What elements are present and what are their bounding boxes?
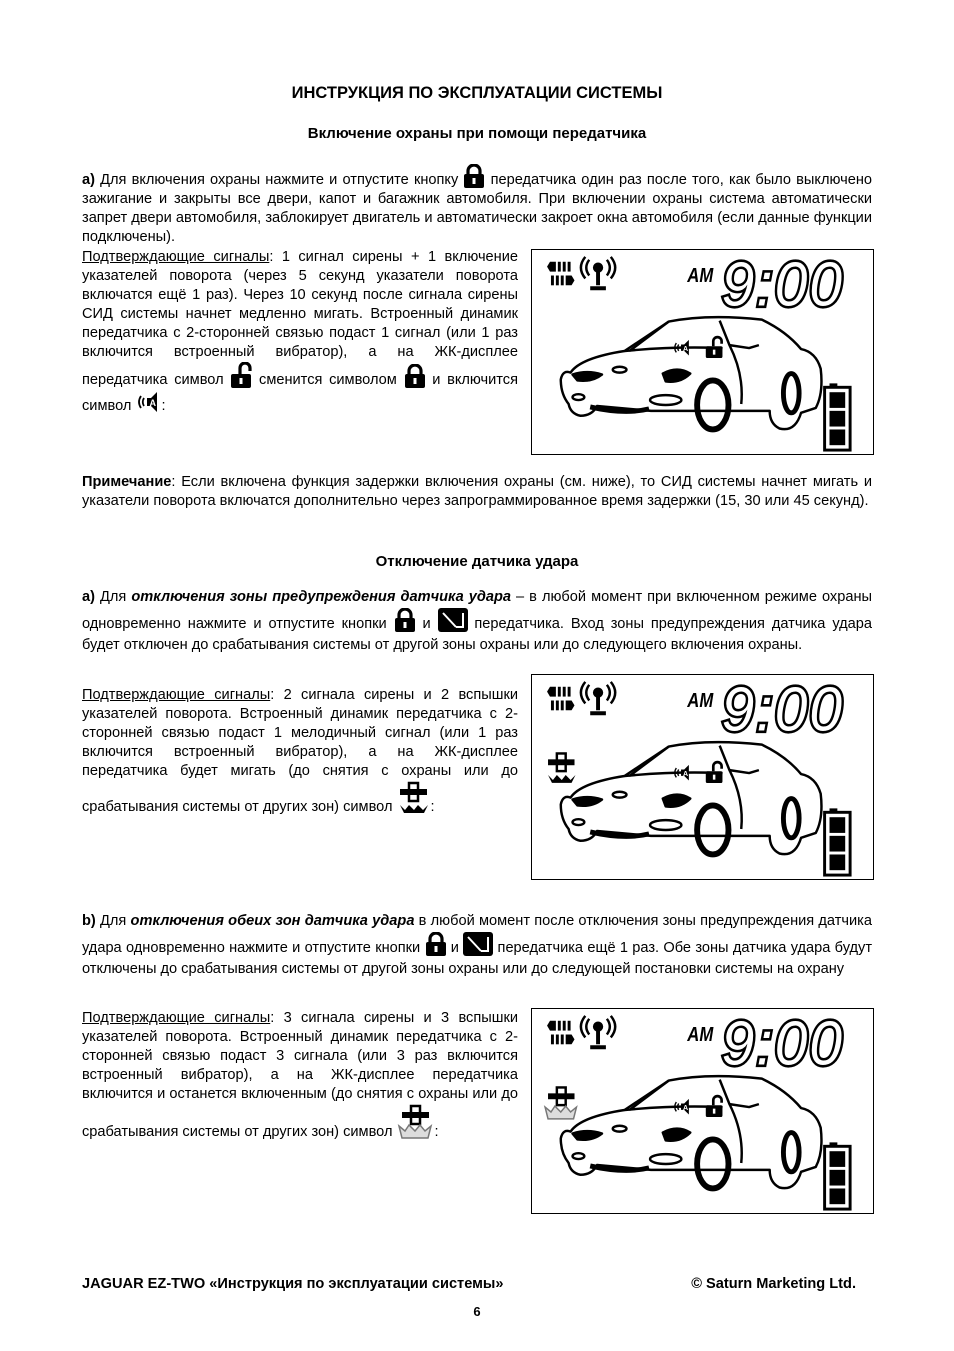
siren-speaker-icon: [135, 390, 161, 414]
lcd-lock-icon: [706, 1096, 723, 1117]
signals-label: Подтверждающие сигналы: [82, 687, 271, 703]
text: :: [430, 799, 435, 815]
lcd-shock-off-icon: [545, 1087, 576, 1118]
lcd-time: 9:00: [721, 1009, 844, 1078]
text: :: [161, 398, 166, 414]
lcd-lock-icon: [706, 762, 723, 783]
lcd-display-shock-warning-off: [531, 674, 874, 880]
antenna-icon: [581, 257, 615, 288]
car-icon: [561, 317, 822, 429]
text: : 3 сигнала сирены и 3 вспышки указателей поворота. Встроенный динамик передатчика с 2-сторонней связью подаст 3 сигнала (или 3 раз включится встроенный вибратор), а на ЖК-дисплее передатчика включится и останется включенным (до снятия с охраны или до срабатывания системы от других зон) символ: [82, 1010, 518, 1140]
text: сменится символом: [252, 372, 404, 388]
svg-text:A: A: [682, 1104, 689, 1112]
text: передатчика ещё 1 раз. Обе зоны датчика удара будут отключены до срабатывания системы от другой зоны охраны или до следующей постановки системы на охрану: [82, 940, 873, 977]
signals-label: Подтверждающие сигналы: [82, 249, 270, 265]
section-heading-shock-sensor: Отключение датчика удара: [375, 553, 579, 570]
lcd-lock-icon: [706, 337, 723, 358]
text: и: [415, 616, 438, 632]
lock-closed-icon: [404, 364, 426, 388]
text: в любой момент после отключения зоны предупреждения датчика удара одновременно нажмите и отпустите кнопки: [82, 913, 872, 956]
paragraph-arming-a: [82, 164, 872, 247]
paragraph-shock-b: [82, 911, 872, 980]
text: Для: [95, 913, 131, 929]
transmitter-button-2-icon: [463, 932, 493, 956]
page-title: ИНСТРУКЦИЯ ПО ЭКСПЛУАТАЦИИ СИСТЕМЫ: [291, 84, 663, 102]
lcd-time: 9:00: [721, 250, 844, 319]
lcd-time: 9:00: [721, 675, 844, 744]
paragraph-note: [82, 473, 872, 511]
battery-icon: [825, 808, 851, 875]
signal-strength-icon: [547, 262, 574, 286]
battery-icon: [825, 1142, 851, 1209]
text: Для включения охраны нажмите и отпустите кнопку: [94, 172, 464, 188]
text: :: [434, 1124, 439, 1140]
text: : 1 сигнал сирены + 1 включение указателей поворота (через 5 секунд указатели поворота включатся ещё 1 раз). Через 10 секунд после сигнала сирены СИД системы начнет медленно мигать. Встроенный динамик передатчика с 2-сторонней связью подаст 1 сигнал (или 1 раз включится встроенный вибратор), а на ЖК-дисплее передатчика символ: [82, 249, 518, 388]
transmitter-button-2-icon: [438, 608, 468, 632]
item-label: b): [82, 913, 96, 929]
lcd-am: AM: [687, 263, 714, 287]
lock-open-icon: [230, 362, 252, 388]
footer: [82, 1276, 856, 1292]
text: : Если включена функция задержки включения охраны (см. ниже), то СИД системы начнет мигать и указатели поворота включатся дополнительно через запрограммированное время задержки (15, 30 или 45 секунд).: [82, 474, 872, 509]
paragraph-shock-b-signals: [82, 1009, 518, 1142]
item-label: а): [82, 589, 95, 605]
paragraph-shock-a: [82, 587, 872, 656]
emphasis: отключения зоны предупреждения датчика удара: [131, 589, 512, 605]
paragraph-arming-signals: [82, 248, 518, 416]
note-label: Примечание: [82, 474, 172, 490]
car-icon: [561, 1076, 822, 1188]
section-heading-arming: Включение охраны при помощи передатчика: [307, 125, 647, 142]
shock-sensor-off-icon: [397, 1104, 435, 1140]
lcd-am: AM: [687, 1022, 714, 1046]
battery-icon: [825, 383, 851, 450]
lock-closed-icon: [463, 164, 485, 188]
shock-sensor-icon: [397, 781, 431, 815]
paragraph-shock-a-signals: [82, 686, 518, 817]
lcd-display-shock-both-off: [531, 1008, 874, 1214]
lock-closed-icon: [394, 608, 416, 632]
svg-text:A: A: [682, 770, 689, 778]
text: Для: [94, 589, 132, 605]
text: и: [446, 940, 464, 956]
text: передатчика. Вход зоны предупреждения датчика удара будет отключен до срабатывания системы от другой зоны охраны или до следующего включения охраны.: [82, 616, 873, 653]
page-number: 6: [473, 1304, 481, 1319]
item-label: а): [82, 172, 95, 188]
footer-document-title: JAGUAR EZ-TWO «Инструкция по эксплуатации системы»: [82, 1276, 504, 1292]
svg-text:A: A: [149, 398, 157, 408]
emphasis: отключения обеих зон датчика удара: [130, 913, 415, 929]
text: : 2 сигнала сирены и 2 вспышки указателей поворота. Встроенный динамик передатчика с 2-сторонней связью подаст 1 мелодичный сигнал (или 1 раз включится встроенный вибратор), а на ЖК-дисплее передатчика будет мигать (до снятия с охраны или до срабатывания системы от других зон) символ: [82, 687, 518, 815]
svg-text:A: A: [682, 345, 689, 353]
lcd-display-armed: [531, 249, 874, 455]
lcd-am: AM: [687, 688, 714, 712]
text: передатчика один раз после того, как было выключено зажигание и закрыты все двери, капот и багажник автомобиля. При включении охраны система автоматически запрет двери автомобиля, заблокирует двигатель и автоматически закроет окна автомобиля (если данные функции подключены).: [82, 172, 872, 245]
signal-strength-icon: [547, 1021, 574, 1045]
lock-closed-icon: [425, 932, 447, 956]
antenna-icon: [581, 682, 615, 713]
lcd-shock-icon: [548, 753, 575, 782]
signal-strength-icon: [547, 687, 574, 711]
text: и включится символ: [82, 372, 518, 414]
antenna-icon: [581, 1016, 615, 1047]
footer-copyright: © Saturn Marketing Ltd.: [691, 1276, 856, 1292]
car-icon: [561, 742, 822, 854]
signals-label: Подтверждающие сигналы: [82, 1010, 271, 1026]
text: – в любой момент при включенном режиме охраны одновременно нажмите и отпустите кнопки: [82, 589, 872, 632]
